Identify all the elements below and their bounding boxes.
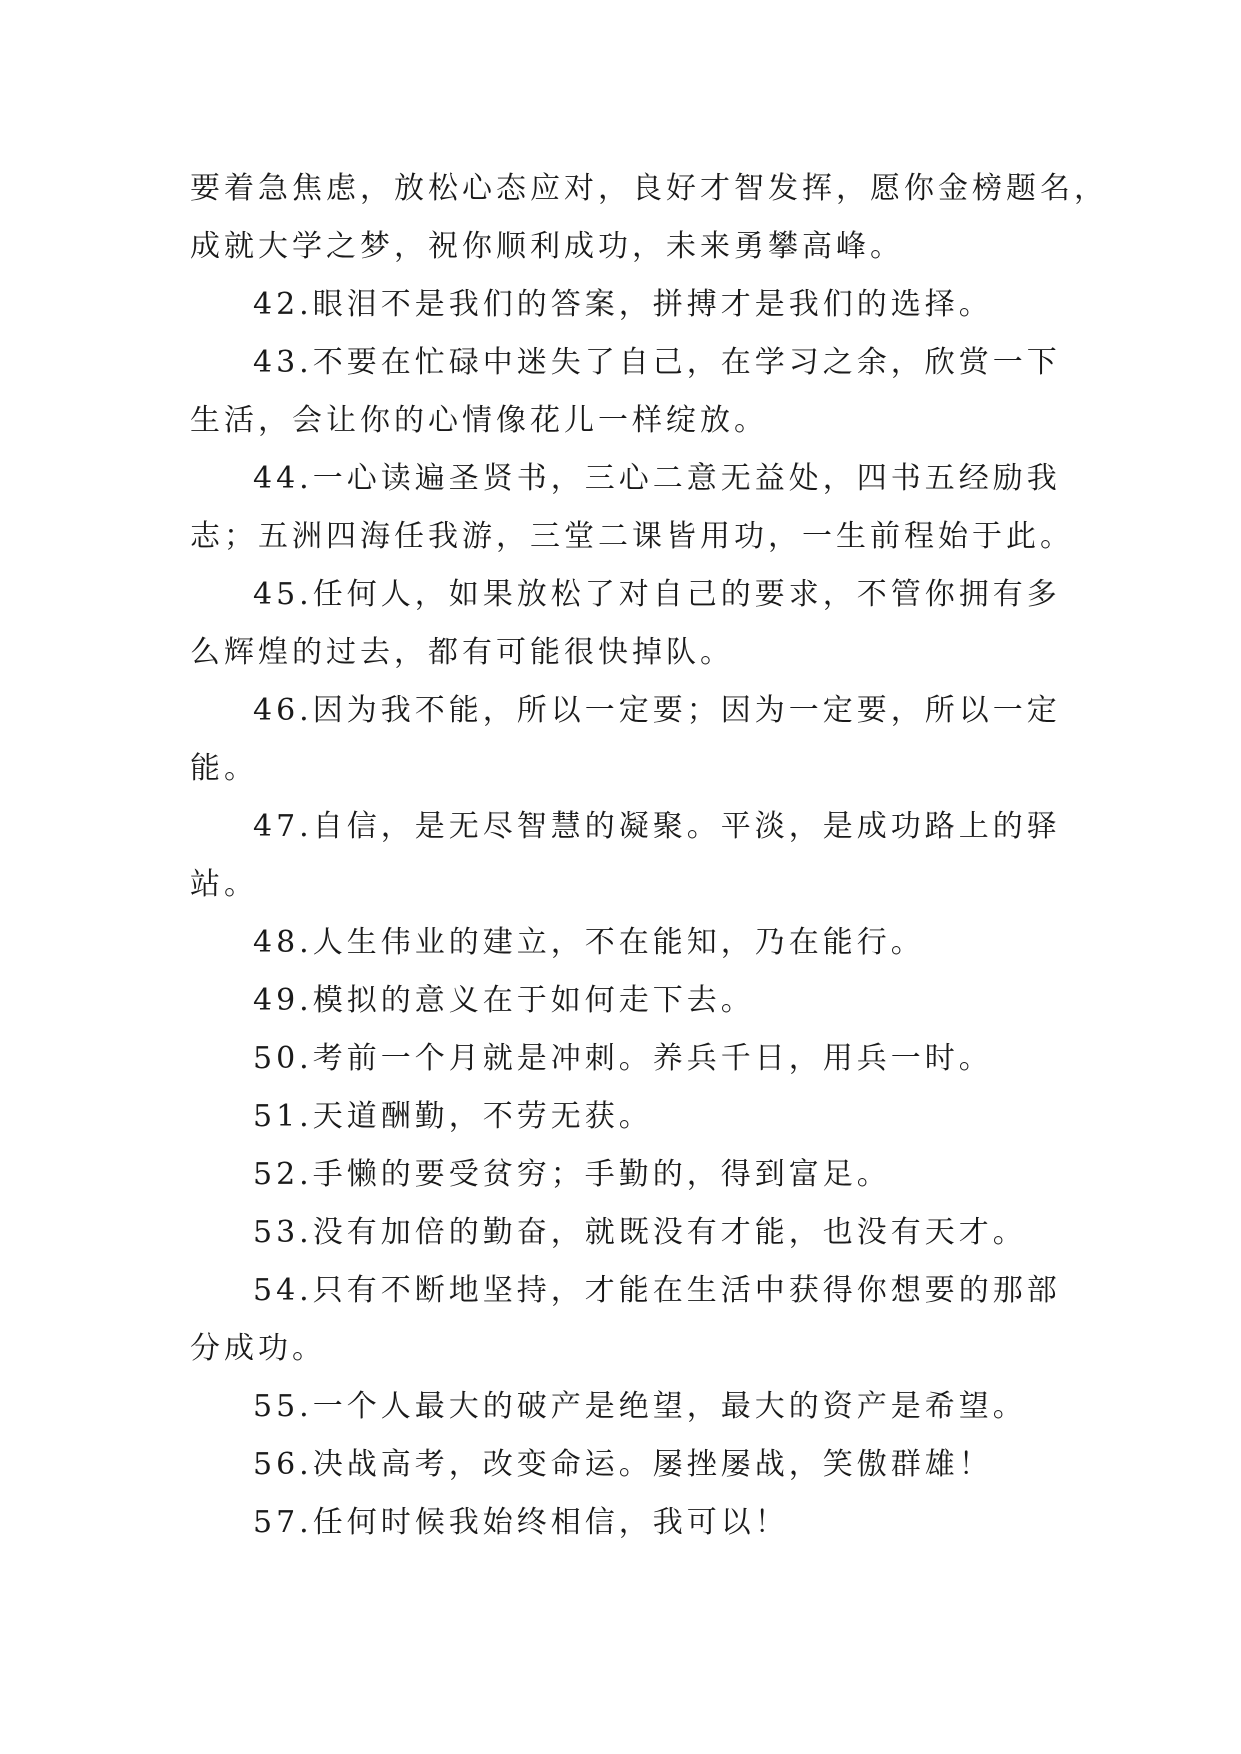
text-line: 要着急焦虑，放松心态应对，良好才智发挥，愿你金榜题名， <box>190 171 1108 206</box>
item-54: 54.只有不断地坚持，才能在生活中获得你想要的那部 <box>253 1273 1061 1308</box>
text-line: 志；五洲四海任我游，三堂二课皆用功，一生前程始于此。 <box>190 519 1074 554</box>
text-line: 成就大学之梦，祝你顺利成功，未来勇攀高峰。 <box>190 229 904 264</box>
text-line: 生活，会让你的心情像花儿一样绽放。 <box>190 403 768 438</box>
item-57: 57.任何时候我始终相信，我可以！ <box>253 1505 789 1540</box>
item-45: 45.任何人，如果放松了对自己的要求，不管你拥有多 <box>253 577 1061 612</box>
item-55: 55.一个人最大的破产是绝望，最大的资产是希望。 <box>253 1389 1027 1424</box>
item-43: 43.不要在忙碌中迷失了自己，在学习之余，欣赏一下 <box>253 345 1061 380</box>
item-48: 48.人生伟业的建立，不在能知，乃在能行。 <box>253 925 925 960</box>
item-52: 52.手懒的要受贫穷；手勤的，得到富足。 <box>253 1157 891 1192</box>
item-53: 53.没有加倍的勤奋，就既没有才能，也没有天才。 <box>253 1215 1027 1250</box>
item-56: 56.决战高考，改变命运。屡挫屡战，笑傲群雄！ <box>253 1447 993 1482</box>
item-44: 44.一心读遍圣贤书，三心二意无益处，四书五经励我 <box>253 461 1061 496</box>
item-42: 42.眼泪不是我们的答案，拼搏才是我们的选择。 <box>253 287 993 322</box>
item-46: 46.因为我不能，所以一定要；因为一定要，所以一定 <box>253 693 1061 728</box>
document-body <box>190 160 1108 1552</box>
text-line: 么辉煌的过去，都有可能很快掉队。 <box>190 635 734 670</box>
text-line: 分成功。 <box>190 1331 326 1366</box>
item-49: 49.模拟的意义在于如何走下去。 <box>253 983 755 1018</box>
item-47: 47.自信，是无尽智慧的凝聚。平淡，是成功路上的驿 <box>253 809 1061 844</box>
text-line: 站。 <box>190 867 258 902</box>
item-50: 50.考前一个月就是冲刺。养兵千日，用兵一时。 <box>253 1041 993 1076</box>
item-51: 51.天道酬勤，不劳无获。 <box>253 1099 653 1134</box>
text-line: 能。 <box>190 751 258 786</box>
